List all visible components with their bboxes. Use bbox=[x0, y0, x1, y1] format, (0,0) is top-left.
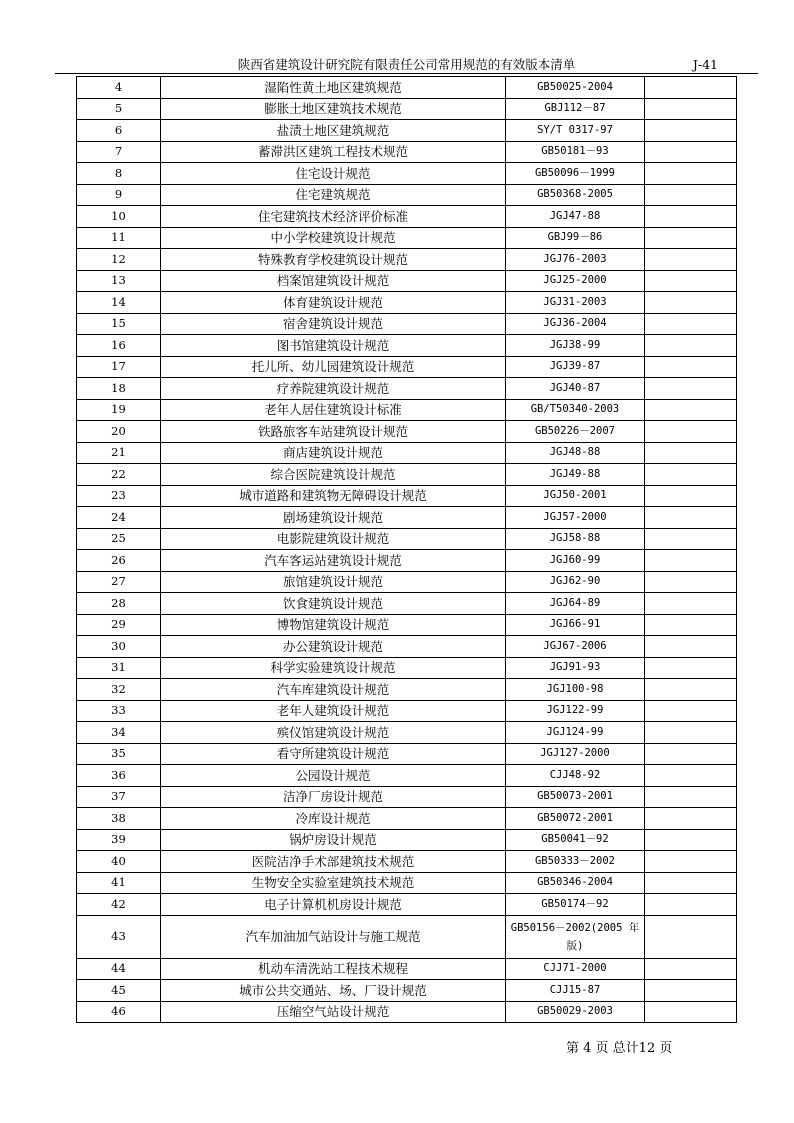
row-number-cell: 22 bbox=[77, 464, 161, 486]
row-number-cell: 20 bbox=[77, 421, 161, 443]
table-row bbox=[77, 571, 737, 593]
standard-name-cell: 压缩空气站设计规范 bbox=[161, 1001, 506, 1023]
table-row bbox=[77, 1001, 737, 1023]
table-row bbox=[77, 313, 737, 335]
remark-cell bbox=[645, 184, 737, 206]
standard-name-cell: 办公建筑设计规范 bbox=[161, 636, 506, 658]
table-row bbox=[77, 421, 737, 443]
table-row bbox=[77, 958, 737, 980]
remark-cell bbox=[645, 636, 737, 658]
row-number-cell: 37 bbox=[77, 786, 161, 808]
standard-name-cell: 冷库设计规范 bbox=[161, 808, 506, 830]
standard-name-cell: 看守所建筑设计规范 bbox=[161, 743, 506, 765]
table-row bbox=[77, 700, 737, 722]
standard-code-cell: JGJ57-2000 bbox=[506, 507, 645, 529]
standard-name-cell: 托儿所、幼儿园建筑设计规范 bbox=[161, 356, 506, 378]
standard-code-cell: JGJ47-88 bbox=[506, 206, 645, 228]
standard-name-cell: 汽车加油加气站设计与施工规范 bbox=[161, 915, 506, 958]
standard-name-cell: 盐渍土地区建筑规范 bbox=[161, 120, 506, 142]
remark-cell bbox=[645, 292, 737, 314]
table-row bbox=[77, 335, 737, 357]
standard-code-cell: JGJ62-90 bbox=[506, 571, 645, 593]
standard-name-cell: 博物馆建筑设计规范 bbox=[161, 614, 506, 636]
table-row bbox=[77, 184, 737, 206]
remark-cell bbox=[645, 249, 737, 271]
standard-name-cell: 蓄滞洪区建筑工程技术规范 bbox=[161, 141, 506, 163]
standard-code-cell: CJJ15-87 bbox=[506, 980, 645, 1002]
table-row bbox=[77, 163, 737, 185]
row-number-cell: 44 bbox=[77, 958, 161, 980]
table-row bbox=[77, 270, 737, 292]
row-number-cell: 33 bbox=[77, 700, 161, 722]
standard-code-cell: JGJ49-88 bbox=[506, 464, 645, 486]
standard-code-cell: GB50041－92 bbox=[506, 829, 645, 851]
row-number-cell: 31 bbox=[77, 657, 161, 679]
row-number-cell: 5 bbox=[77, 98, 161, 120]
row-number-cell: 8 bbox=[77, 163, 161, 185]
table-row bbox=[77, 915, 737, 958]
remark-cell bbox=[645, 571, 737, 593]
standard-code-cell: GB/T50340-2003 bbox=[506, 399, 645, 421]
standard-code-cell: GB50181－93 bbox=[506, 141, 645, 163]
standard-code-cell: JGJ60-99 bbox=[506, 550, 645, 572]
standard-name-cell: 医院洁净手术部建筑技术规范 bbox=[161, 851, 506, 873]
table-row bbox=[77, 851, 737, 873]
standard-code-cell: JGJ122-99 bbox=[506, 700, 645, 722]
standard-code-cell: JGJ76-2003 bbox=[506, 249, 645, 271]
row-number-cell: 24 bbox=[77, 507, 161, 529]
row-number-cell: 27 bbox=[77, 571, 161, 593]
table-row bbox=[77, 292, 737, 314]
row-number-cell: 36 bbox=[77, 765, 161, 787]
remark-cell bbox=[645, 399, 737, 421]
standard-code-cell: JGJ58-88 bbox=[506, 528, 645, 550]
standard-name-cell: 中小学校建筑设计规范 bbox=[161, 227, 506, 249]
standard-name-cell: 旅馆建筑设计规范 bbox=[161, 571, 506, 593]
standard-name-cell: 科学实验建筑设计规范 bbox=[161, 657, 506, 679]
table-row bbox=[77, 657, 737, 679]
row-number-cell: 10 bbox=[77, 206, 161, 228]
standard-code-cell: JGJ66-91 bbox=[506, 614, 645, 636]
standard-code-cell: GBJ112－87 bbox=[506, 98, 645, 120]
standard-code-cell: JGJ127-2000 bbox=[506, 743, 645, 765]
row-number-cell: 9 bbox=[77, 184, 161, 206]
remark-cell bbox=[645, 270, 737, 292]
page-footer: 第 4 页 总计12 页 bbox=[566, 1041, 673, 1056]
page-header bbox=[55, 57, 758, 74]
remark-cell bbox=[645, 1001, 737, 1023]
table-row bbox=[77, 679, 737, 701]
standard-code-cell: SY/T 0317-97 bbox=[506, 120, 645, 142]
table-row bbox=[77, 808, 737, 830]
row-number-cell: 23 bbox=[77, 485, 161, 507]
table-row bbox=[77, 722, 737, 744]
standard-name-cell: 电影院建筑设计规范 bbox=[161, 528, 506, 550]
table-row bbox=[77, 507, 737, 529]
standard-name-cell: 饮食建筑设计规范 bbox=[161, 593, 506, 615]
standard-name-cell: 住宅建筑技术经济评价标准 bbox=[161, 206, 506, 228]
row-number-cell: 30 bbox=[77, 636, 161, 658]
standard-code-cell: JGJ67-2006 bbox=[506, 636, 645, 658]
standard-name-cell: 汽车客运站建筑设计规范 bbox=[161, 550, 506, 572]
remark-cell bbox=[645, 614, 737, 636]
standard-code-cell: GB50346-2004 bbox=[506, 872, 645, 894]
standard-name-cell: 老年人建筑设计规范 bbox=[161, 700, 506, 722]
remark-cell bbox=[645, 356, 737, 378]
table-row bbox=[77, 77, 737, 99]
standard-code-cell: JGJ100-98 bbox=[506, 679, 645, 701]
standard-code-cell: GB50333－2002 bbox=[506, 851, 645, 873]
table-row bbox=[77, 206, 737, 228]
standard-code-cell: GBJ99－86 bbox=[506, 227, 645, 249]
standard-name-cell: 住宅设计规范 bbox=[161, 163, 506, 185]
table-row bbox=[77, 528, 737, 550]
row-number-cell: 26 bbox=[77, 550, 161, 572]
table-row bbox=[77, 786, 737, 808]
standard-code-cell: JGJ36-2004 bbox=[506, 313, 645, 335]
remark-cell bbox=[645, 786, 737, 808]
remark-cell bbox=[645, 829, 737, 851]
row-number-cell: 6 bbox=[77, 120, 161, 142]
table-row bbox=[77, 120, 737, 142]
standard-code-cell: CJJ48-92 bbox=[506, 765, 645, 787]
table-row bbox=[77, 593, 737, 615]
table-row bbox=[77, 227, 737, 249]
row-number-cell: 45 bbox=[77, 980, 161, 1002]
row-number-cell: 12 bbox=[77, 249, 161, 271]
standard-code-cell: JGJ64-89 bbox=[506, 593, 645, 615]
standard-name-cell: 宿舍建筑设计规范 bbox=[161, 313, 506, 335]
remark-cell bbox=[645, 421, 737, 443]
remark-cell bbox=[645, 507, 737, 529]
remark-cell bbox=[645, 958, 737, 980]
standards-table bbox=[76, 76, 737, 1023]
row-number-cell: 14 bbox=[77, 292, 161, 314]
remark-cell bbox=[645, 765, 737, 787]
row-number-cell: 25 bbox=[77, 528, 161, 550]
row-number-cell: 34 bbox=[77, 722, 161, 744]
standard-code-cell: JGJ38-99 bbox=[506, 335, 645, 357]
remark-cell bbox=[645, 98, 737, 120]
table-row bbox=[77, 872, 737, 894]
standard-code-cell: CJJ71-2000 bbox=[506, 958, 645, 980]
row-number-cell: 35 bbox=[77, 743, 161, 765]
row-number-cell: 41 bbox=[77, 872, 161, 894]
table-row bbox=[77, 636, 737, 658]
standard-code-cell: JGJ48-88 bbox=[506, 442, 645, 464]
row-number-cell: 42 bbox=[77, 894, 161, 916]
standard-name-cell: 疗养院建筑设计规范 bbox=[161, 378, 506, 400]
table-row bbox=[77, 378, 737, 400]
standard-code-cell: GB50368-2005 bbox=[506, 184, 645, 206]
standard-code-cell: GB50156－2002(2005 年版) bbox=[506, 915, 645, 958]
row-number-cell: 4 bbox=[77, 77, 161, 99]
document-title: 陕西省建筑设计研究院有限责任公司常用规范的有效版本清单 bbox=[237, 57, 576, 72]
remark-cell bbox=[645, 163, 737, 185]
remark-cell bbox=[645, 722, 737, 744]
table-row bbox=[77, 980, 737, 1002]
table-row bbox=[77, 550, 737, 572]
standard-name-cell: 特殊教育学校建筑设计规范 bbox=[161, 249, 506, 271]
remark-cell bbox=[645, 313, 737, 335]
remark-cell bbox=[645, 700, 737, 722]
standard-name-cell: 生物安全实验室建筑技术规范 bbox=[161, 872, 506, 894]
remark-cell bbox=[645, 442, 737, 464]
remark-cell bbox=[645, 657, 737, 679]
remark-cell bbox=[645, 528, 737, 550]
standard-name-cell: 图书馆建筑设计规范 bbox=[161, 335, 506, 357]
table-row bbox=[77, 399, 737, 421]
row-number-cell: 43 bbox=[77, 915, 161, 958]
row-number-cell: 40 bbox=[77, 851, 161, 873]
standard-code-cell: GB50025-2004 bbox=[506, 77, 645, 99]
row-number-cell: 19 bbox=[77, 399, 161, 421]
table-row bbox=[77, 743, 737, 765]
remark-cell bbox=[645, 915, 737, 958]
standard-name-cell: 老年人居住建筑设计标准 bbox=[161, 399, 506, 421]
standard-name-cell: 住宅建筑规范 bbox=[161, 184, 506, 206]
row-number-cell: 39 bbox=[77, 829, 161, 851]
standard-code-cell: GB50073-2001 bbox=[506, 786, 645, 808]
standard-code-cell: JGJ50-2001 bbox=[506, 485, 645, 507]
standard-name-cell: 锅炉房设计规范 bbox=[161, 829, 506, 851]
remark-cell bbox=[645, 743, 737, 765]
remark-cell bbox=[645, 851, 737, 873]
remark-cell bbox=[645, 980, 737, 1002]
remark-cell bbox=[645, 872, 737, 894]
row-number-cell: 38 bbox=[77, 808, 161, 830]
standard-name-cell: 电子计算机机房设计规范 bbox=[161, 894, 506, 916]
standard-code-cell: JGJ40-87 bbox=[506, 378, 645, 400]
standard-code-cell: GB50096－1999 bbox=[506, 163, 645, 185]
standard-name-cell: 洁净厂房设计规范 bbox=[161, 786, 506, 808]
remark-cell bbox=[645, 464, 737, 486]
remark-cell bbox=[645, 141, 737, 163]
standard-name-cell: 汽车库建筑设计规范 bbox=[161, 679, 506, 701]
standard-name-cell: 城市道路和建筑物无障碍设计规范 bbox=[161, 485, 506, 507]
table-row bbox=[77, 485, 737, 507]
row-number-cell: 21 bbox=[77, 442, 161, 464]
row-number-cell: 18 bbox=[77, 378, 161, 400]
table-row bbox=[77, 98, 737, 120]
table-row bbox=[77, 442, 737, 464]
table-row bbox=[77, 614, 737, 636]
standard-name-cell: 剧场建筑设计规范 bbox=[161, 507, 506, 529]
remark-cell bbox=[645, 335, 737, 357]
standard-name-cell: 湿陷性黄土地区建筑规范 bbox=[161, 77, 506, 99]
remark-cell bbox=[645, 808, 737, 830]
row-number-cell: 28 bbox=[77, 593, 161, 615]
document-code: J-41 bbox=[692, 57, 718, 72]
table-row bbox=[77, 829, 737, 851]
standard-code-cell: JGJ91-93 bbox=[506, 657, 645, 679]
table-row bbox=[77, 894, 737, 916]
row-number-cell: 15 bbox=[77, 313, 161, 335]
standard-code-cell: JGJ31-2003 bbox=[506, 292, 645, 314]
standard-code-cell: GB50029-2003 bbox=[506, 1001, 645, 1023]
remark-cell bbox=[645, 206, 737, 228]
table-row bbox=[77, 464, 737, 486]
row-number-cell: 32 bbox=[77, 679, 161, 701]
row-number-cell: 46 bbox=[77, 1001, 161, 1023]
standard-name-cell: 殡仪馆建筑设计规范 bbox=[161, 722, 506, 744]
remark-cell bbox=[645, 593, 737, 615]
standard-name-cell: 档案馆建筑设计规范 bbox=[161, 270, 506, 292]
table-row bbox=[77, 765, 737, 787]
standard-code-cell: JGJ25-2000 bbox=[506, 270, 645, 292]
remark-cell bbox=[645, 550, 737, 572]
standard-name-cell: 公园设计规范 bbox=[161, 765, 506, 787]
remark-cell bbox=[645, 120, 737, 142]
row-number-cell: 17 bbox=[77, 356, 161, 378]
standard-name-cell: 城市公共交通站、场、厂设计规范 bbox=[161, 980, 506, 1002]
standard-code-cell: GB50174－92 bbox=[506, 894, 645, 916]
remark-cell bbox=[645, 227, 737, 249]
row-number-cell: 29 bbox=[77, 614, 161, 636]
row-number-cell: 13 bbox=[77, 270, 161, 292]
standard-name-cell: 商店建筑设计规范 bbox=[161, 442, 506, 464]
table-row bbox=[77, 249, 737, 271]
remark-cell bbox=[645, 894, 737, 916]
table-row bbox=[77, 356, 737, 378]
standard-code-cell: JGJ39-87 bbox=[506, 356, 645, 378]
standard-name-cell: 综合医院建筑设计规范 bbox=[161, 464, 506, 486]
remark-cell bbox=[645, 77, 737, 99]
standard-name-cell: 膨胀土地区建筑技术规范 bbox=[161, 98, 506, 120]
standard-name-cell: 铁路旅客车站建筑设计规范 bbox=[161, 421, 506, 443]
row-number-cell: 11 bbox=[77, 227, 161, 249]
standards-table-body bbox=[77, 77, 737, 1023]
remark-cell bbox=[645, 679, 737, 701]
row-number-cell: 16 bbox=[77, 335, 161, 357]
table-row bbox=[77, 141, 737, 163]
standard-name-cell: 机动车清洗站工程技术规程 bbox=[161, 958, 506, 980]
standard-code-cell: JGJ124-99 bbox=[506, 722, 645, 744]
standard-code-cell: GB50226－2007 bbox=[506, 421, 645, 443]
row-number-cell: 7 bbox=[77, 141, 161, 163]
remark-cell bbox=[645, 378, 737, 400]
remark-cell bbox=[645, 485, 737, 507]
standard-name-cell: 体育建筑设计规范 bbox=[161, 292, 506, 314]
standard-code-cell: GB50072-2001 bbox=[506, 808, 645, 830]
